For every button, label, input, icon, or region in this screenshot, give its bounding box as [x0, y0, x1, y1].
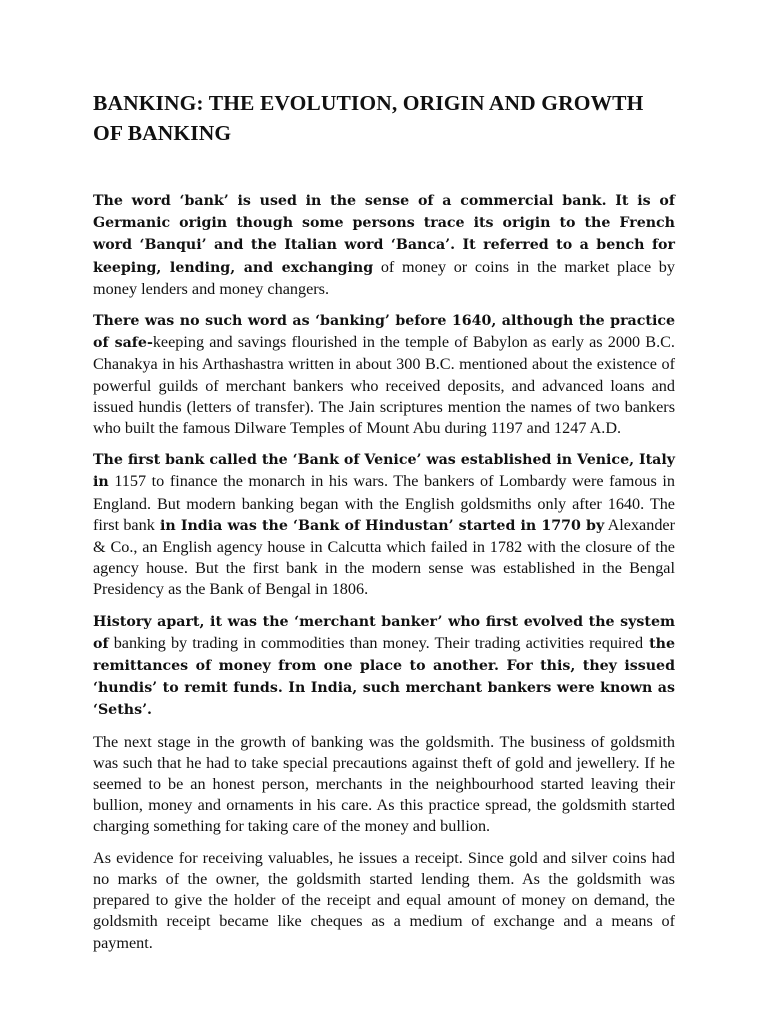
paragraph-3-text: 1157 to finance the monarch in his wars. The bankers of Lombardy were famous in England. But modern banking began with the English goldsmiths only after 1640. The first bank: [93, 472, 675, 534]
paragraph-4: [93, 611, 675, 722]
paragraph-3-text-2: Alexander & Co., an English agency house in Calcutta which failed in 1782 with the closure of the agency house. But the first bank in the modern sense was established in the Bengal Presidency as the Bank of Bengal in 1806.: [93, 515, 675, 599]
paragraph-6-text: As evidence for receiving valuables, he issues a receipt. Since gold and silver coins had no marks of the owner, the goldsmith started lending them. As the goldsmith was prepared to give the holder of the receipt and equal amount of money on demand, the goldsmith receipt became like cheques as a medium of exchange and a means of payment.: [93, 848, 675, 952]
document-page: [93, 88, 675, 964]
document-title: BANKING: THE EVOLUTION, ORIGIN AND GROWTH OF BANKING: [93, 91, 644, 145]
paragraph-2-text: keeping and savings flourished in the temple of Babylon as early as 2000 B.C. Chanakya in his Arthashastra written in about 300 B.C. mentioned about the existence of powerful guilds of merchant bankers who received deposits, and advanced loans and issued hundis (letters of transfer). The Jain scriptures mention the names of two bankers who built the famous Dilware Temples of Mount Abu during 1197 and 1247 A.D.: [93, 333, 675, 438]
paragraph-5-text: The next stage in the growth of banking was the goldsmith. The business of goldsmith was such that he had to take special precautions against theft of gold and jewellery. If he seemed to be an honest person, merchants in the neighbourhood started leaving their bullion, money and ornaments in his care. As this practice spread, the goldsmith started charging something for taking care of the money and bullion.: [93, 732, 675, 836]
paragraph-1-text: of money or coins in the market place by money lenders and money changers.: [93, 257, 675, 298]
paragraph-3: [93, 449, 675, 600]
paragraph-2-bold: There was no such word as ‘banking’ before 1640, although the practice of safe-: [93, 313, 675, 352]
paragraph-4-bold: History apart, it was the ‘merchant banker’ who first evolved the system of: [93, 613, 675, 652]
paragraph-2: [93, 310, 675, 439]
paragraph-4-bold-2: the remittances of money from one place to another. For this, they issued ‘hundis’ to remit funds. In India, such merchant bankers were known as ‘Seths’.: [93, 635, 675, 719]
paragraph-3-bold-2: in India was the ‘Bank of Hindustan’ started in 1770 by: [154, 517, 605, 534]
paragraph-6: [93, 848, 675, 954]
paragraph-1: [93, 190, 675, 300]
paragraph-3-bold: The first bank called the ‘Bank of Venice’ was established in Venice, Italy in: [93, 452, 675, 491]
paragraph-4-text: banking by trading in commodities than money. Their trading activities required: [108, 633, 644, 652]
paragraph-1-bold: The word ‘bank’ is used in the sense of a commercial bank. It is of Germanic origin though some persons trace its origin to the French word ‘Banqui’ and the Italian word ‘Banca’. It referred to a bench for keeping, lending, and exchanging: [93, 193, 675, 276]
paragraph-5: [93, 732, 675, 838]
